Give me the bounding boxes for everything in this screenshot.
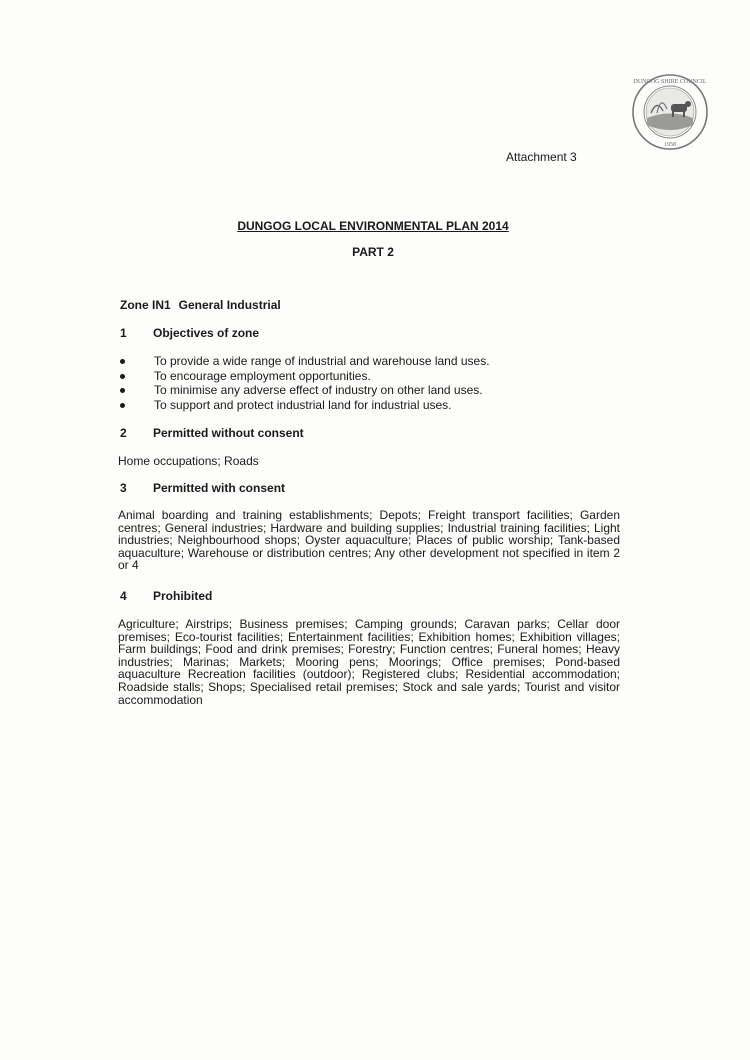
council-seal-icon bbox=[631, 73, 709, 151]
list-item: To provide a wide range of industrial and warehouse land uses. bbox=[120, 354, 490, 369]
without-consent-heading bbox=[120, 426, 304, 440]
objectives-heading bbox=[120, 326, 259, 340]
attachment-label: Attachment 3 bbox=[506, 150, 577, 164]
seal-name-text: DUNGOG SHIRE COUNCIL bbox=[633, 79, 707, 85]
without-consent-number: 2 bbox=[120, 426, 127, 440]
prohibited-text: Agriculture; Airstrips; Business premises; Camping grounds; Caravan parks; Cellar door premises; Eco-tourist facilities; Entertainment facilities; Exhibition homes; Exhibition villages; Farm buildings; Food and drink premises; Forestry; Function centres; Funeral homes; Heavy industries; Marinas; Markets; Mooring pens; Moorings; Office premises; Pond-based aquaculture Recreation facilities (outdoor); Registered clubs; Residential accommodation; Roadside stalls; Shops; Specialised retail premises; Stock and sale yards; Tourist and visitor accommodation bbox=[118, 617, 620, 707]
without-consent-text: Home occupations; Roads bbox=[118, 454, 259, 468]
prohibited-title: Prohibited bbox=[153, 589, 213, 603]
list-item: To minimise any adverse effect of industry on other land uses. bbox=[120, 383, 490, 398]
with-consent-title: Permitted with consent bbox=[153, 481, 286, 495]
prohibited-heading bbox=[120, 589, 212, 603]
list-item: To support and protect industrial land for industrial uses. bbox=[120, 398, 490, 413]
prohibited-number: 4 bbox=[120, 589, 127, 603]
zone-heading bbox=[120, 298, 281, 312]
document-title: DUNGOG LOCAL ENVIRONMENTAL PLAN 2014 bbox=[237, 219, 509, 233]
zone-code: Zone IN1 bbox=[120, 298, 171, 312]
seal-year-text: 1958 bbox=[664, 142, 676, 148]
objectives-title: Objectives of zone bbox=[153, 326, 260, 340]
with-consent-heading bbox=[120, 481, 285, 495]
objectives-list bbox=[120, 354, 490, 412]
document-part: PART 2 bbox=[352, 245, 394, 259]
with-consent-number: 3 bbox=[120, 481, 127, 495]
with-consent-text: Animal boarding and training establishments; Depots; Freight transport facilities; Garden centres; General industries; Hardware and building supplies; Industrial training facilities; Light industries; Neighbourhood shops; Oyster aquaculture; Places of public worship; Tank-based aquaculture; Warehouse or distribution centres; Any other development not specified in item 2 or 4 bbox=[118, 508, 620, 573]
objectives-number: 1 bbox=[120, 326, 127, 340]
zone-name: General Industrial bbox=[178, 298, 281, 312]
list-item: To encourage employment opportunities. bbox=[120, 369, 490, 384]
without-consent-title: Permitted without consent bbox=[153, 426, 304, 440]
